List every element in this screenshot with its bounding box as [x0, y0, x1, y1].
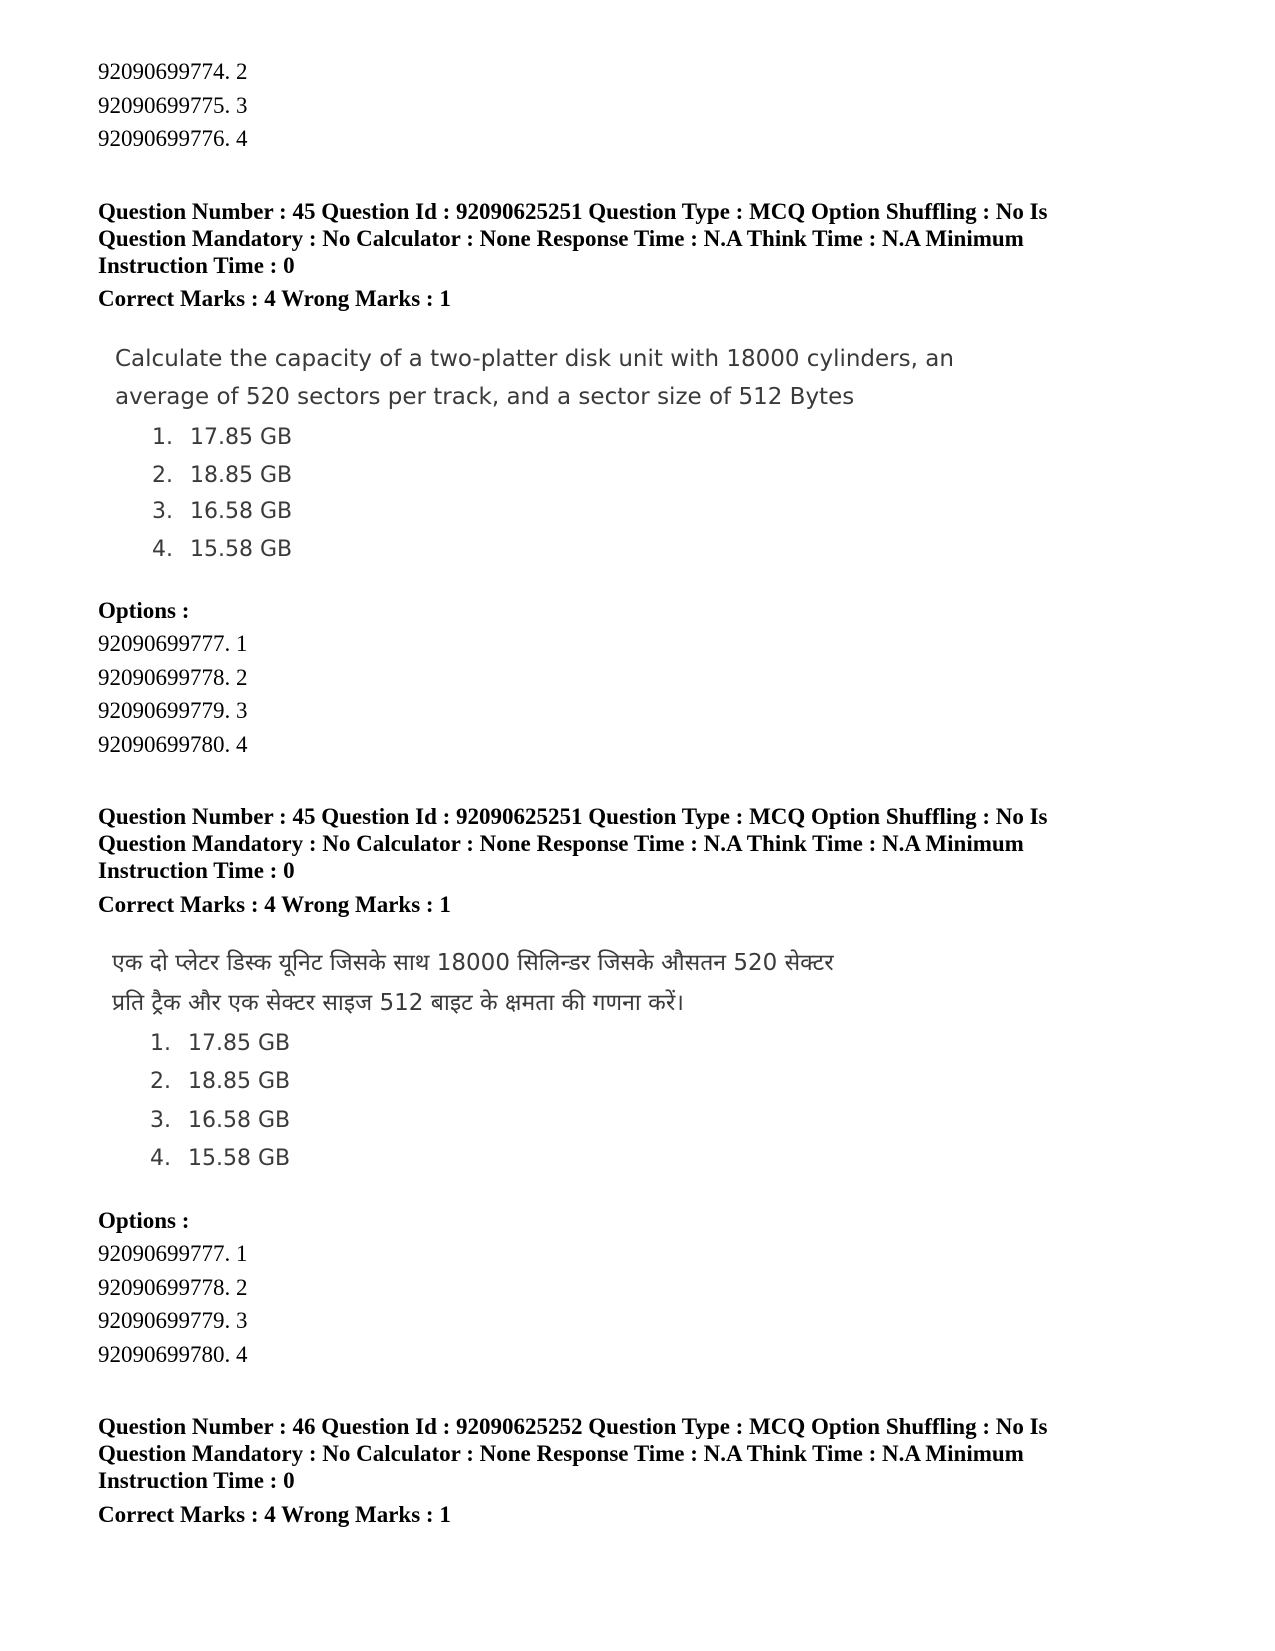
answer-choice-number: 3. [150, 1108, 171, 1133]
question-text: प्रति ट्रैक और एक सेक्टर साइज 512 बाइट के क्षमता की गणना करें। [112, 990, 684, 1016]
answer-choice-text: 17.85 GB [190, 425, 293, 450]
question-meta-line: Instruction Time : 0 [98, 858, 295, 883]
answer-choice [152, 498, 292, 526]
option-line: 92090699778. 2 [98, 1275, 248, 1300]
answer-choice [152, 424, 292, 452]
option-line: 92090699777. 1 [98, 631, 248, 656]
options-label: Options : [98, 1208, 190, 1233]
question-text: Calculate the capacity of a two-platter disk unit with 18000 cylinders, an [115, 346, 954, 372]
option-line: 92090699775. 3 [98, 93, 248, 118]
option-line: 92090699776. 4 [98, 126, 248, 151]
answer-choice-number: 4. [150, 1146, 171, 1171]
answer-choice-number: 4. [152, 537, 173, 562]
question-meta-line: Question Number : 45 Question Id : 92090625251 Question Type : MCQ Option Shuffling : No Is [98, 199, 1048, 224]
answer-choice-text: 17.85 GB [188, 1031, 291, 1056]
question-meta-line: Instruction Time : 0 [98, 253, 295, 278]
question-meta-line: Question Mandatory : No Calculator : None Response Time : N.A Think Time : N.A Minimum [98, 831, 1024, 856]
question-text: average of 520 sectors per track, and a sector size of 512 Bytes [115, 384, 855, 410]
answer-choice-text: 15.58 GB [188, 1146, 291, 1171]
answer-choice-text: 18.85 GB [190, 463, 293, 488]
answer-choice-text: 15.58 GB [190, 537, 293, 562]
answer-choice [152, 536, 292, 564]
answer-choice [150, 1068, 290, 1096]
question-meta-line: Question Mandatory : No Calculator : None Response Time : N.A Think Time : N.A Minimum [98, 226, 1024, 251]
question-marks: Correct Marks : 4 Wrong Marks : 1 [98, 892, 451, 917]
answer-choice-text: 16.58 GB [190, 499, 293, 524]
option-line: 92090699774. 2 [98, 59, 248, 84]
answer-choice-number: 2. [152, 463, 173, 488]
answer-choice-number: 1. [150, 1031, 171, 1056]
answer-choice [152, 462, 292, 490]
question-text: एक दो प्लेटर डिस्क यूनिट जिसके साथ 18000 सिलिन्डर जिसके औसतन 520 सेक्टर [112, 950, 834, 976]
question-meta-line: Instruction Time : 0 [98, 1468, 295, 1493]
option-line: 92090699779. 3 [98, 1308, 248, 1333]
question-meta-line: Question Mandatory : No Calculator : None Response Time : N.A Think Time : N.A Minimum [98, 1441, 1024, 1466]
question-meta-line: Question Number : 46 Question Id : 92090625252 Question Type : MCQ Option Shuffling : No Is [98, 1414, 1048, 1439]
question-meta-line: Question Number : 45 Question Id : 92090625251 Question Type : MCQ Option Shuffling : No Is [98, 804, 1048, 829]
question-marks: Correct Marks : 4 Wrong Marks : 1 [98, 1502, 451, 1527]
answer-choice [150, 1030, 290, 1058]
answer-choice-number: 1. [152, 425, 173, 450]
answer-choice [150, 1145, 290, 1173]
answer-choice-number: 2. [150, 1069, 171, 1094]
answer-choice [150, 1107, 290, 1135]
answer-choice-text: 16.58 GB [188, 1108, 291, 1133]
question-marks: Correct Marks : 4 Wrong Marks : 1 [98, 286, 451, 311]
option-line: 92090699778. 2 [98, 665, 248, 690]
option-line: 92090699780. 4 [98, 732, 248, 757]
answer-choice-number: 3. [152, 499, 173, 524]
option-line: 92090699780. 4 [98, 1342, 248, 1367]
option-line: 92090699779. 3 [98, 698, 248, 723]
options-label: Options : [98, 598, 190, 623]
answer-choice-text: 18.85 GB [188, 1069, 291, 1094]
option-line: 92090699777. 1 [98, 1241, 248, 1266]
